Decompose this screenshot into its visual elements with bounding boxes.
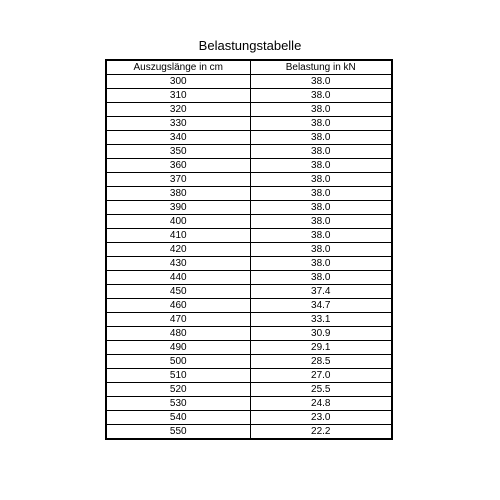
cell-load: 38.0 bbox=[250, 173, 392, 187]
cell-load: 38.0 bbox=[250, 215, 392, 229]
cell-load: 38.0 bbox=[250, 201, 392, 215]
cell-extension-length: 510 bbox=[106, 369, 250, 383]
table-row bbox=[106, 425, 392, 440]
cell-load: 38.0 bbox=[250, 103, 392, 117]
cell-load: 38.0 bbox=[250, 229, 392, 243]
cell-load: 37.4 bbox=[250, 285, 392, 299]
cell-load: 28.5 bbox=[250, 355, 392, 369]
cell-extension-length: 320 bbox=[106, 103, 250, 117]
cell-extension-length: 540 bbox=[106, 411, 250, 425]
table-row bbox=[106, 299, 392, 313]
header-load: Belastung in kN bbox=[250, 60, 392, 75]
cell-extension-length: 420 bbox=[106, 243, 250, 257]
cell-load: 38.0 bbox=[250, 159, 392, 173]
cell-extension-length: 500 bbox=[106, 355, 250, 369]
cell-extension-length: 410 bbox=[106, 229, 250, 243]
cell-load: 22.2 bbox=[250, 425, 392, 440]
cell-extension-length: 480 bbox=[106, 327, 250, 341]
table-row bbox=[106, 145, 392, 159]
cell-extension-length: 300 bbox=[106, 75, 250, 89]
cell-extension-length: 530 bbox=[106, 397, 250, 411]
cell-load: 38.0 bbox=[250, 187, 392, 201]
table-row bbox=[106, 355, 392, 369]
cell-extension-length: 310 bbox=[106, 89, 250, 103]
table-row bbox=[106, 229, 392, 243]
table-row bbox=[106, 103, 392, 117]
cell-extension-length: 550 bbox=[106, 425, 250, 440]
cell-extension-length: 490 bbox=[106, 341, 250, 355]
cell-load: 34.7 bbox=[250, 299, 392, 313]
cell-load: 24.8 bbox=[250, 397, 392, 411]
table-body bbox=[106, 75, 392, 440]
load-table bbox=[105, 59, 393, 440]
cell-load: 29.1 bbox=[250, 341, 392, 355]
cell-load: 38.0 bbox=[250, 257, 392, 271]
cell-extension-length: 350 bbox=[106, 145, 250, 159]
table-row bbox=[106, 243, 392, 257]
cell-extension-length: 370 bbox=[106, 173, 250, 187]
table-row bbox=[106, 285, 392, 299]
cell-extension-length: 470 bbox=[106, 313, 250, 327]
cell-extension-length: 460 bbox=[106, 299, 250, 313]
table-row bbox=[106, 75, 392, 89]
table-row bbox=[106, 327, 392, 341]
cell-load: 30.9 bbox=[250, 327, 392, 341]
table-row bbox=[106, 173, 392, 187]
table-row bbox=[106, 215, 392, 229]
table-row bbox=[106, 397, 392, 411]
cell-extension-length: 360 bbox=[106, 159, 250, 173]
cell-extension-length: 390 bbox=[106, 201, 250, 215]
cell-extension-length: 440 bbox=[106, 271, 250, 285]
table-row bbox=[106, 369, 392, 383]
table-row bbox=[106, 89, 392, 103]
header-row bbox=[106, 60, 392, 75]
table-row bbox=[106, 131, 392, 145]
table-row bbox=[106, 257, 392, 271]
cell-load: 38.0 bbox=[250, 75, 392, 89]
table-row bbox=[106, 341, 392, 355]
cell-load: 27.0 bbox=[250, 369, 392, 383]
table-row bbox=[106, 383, 392, 397]
cell-extension-length: 450 bbox=[106, 285, 250, 299]
table-row bbox=[106, 313, 392, 327]
cell-load: 38.0 bbox=[250, 89, 392, 103]
cell-load: 38.0 bbox=[250, 131, 392, 145]
cell-load: 38.0 bbox=[250, 117, 392, 131]
table-row bbox=[106, 117, 392, 131]
table-row bbox=[106, 159, 392, 173]
cell-load: 25.5 bbox=[250, 383, 392, 397]
cell-load: 38.0 bbox=[250, 243, 392, 257]
table-header bbox=[106, 60, 392, 75]
header-extension-length: Auszugslänge in cm bbox=[106, 60, 250, 75]
cell-load: 23.0 bbox=[250, 411, 392, 425]
table-row bbox=[106, 271, 392, 285]
cell-extension-length: 340 bbox=[106, 131, 250, 145]
cell-extension-length: 400 bbox=[106, 215, 250, 229]
cell-extension-length: 430 bbox=[106, 257, 250, 271]
table-title: Belastungstabelle bbox=[198, 38, 302, 53]
cell-load: 33.1 bbox=[250, 313, 392, 327]
table-row bbox=[106, 187, 392, 201]
cell-extension-length: 330 bbox=[106, 117, 250, 131]
table-row bbox=[106, 201, 392, 215]
cell-load: 38.0 bbox=[250, 145, 392, 159]
cell-load: 38.0 bbox=[250, 271, 392, 285]
cell-extension-length: 380 bbox=[106, 187, 250, 201]
table-row bbox=[106, 411, 392, 425]
cell-extension-length: 520 bbox=[106, 383, 250, 397]
